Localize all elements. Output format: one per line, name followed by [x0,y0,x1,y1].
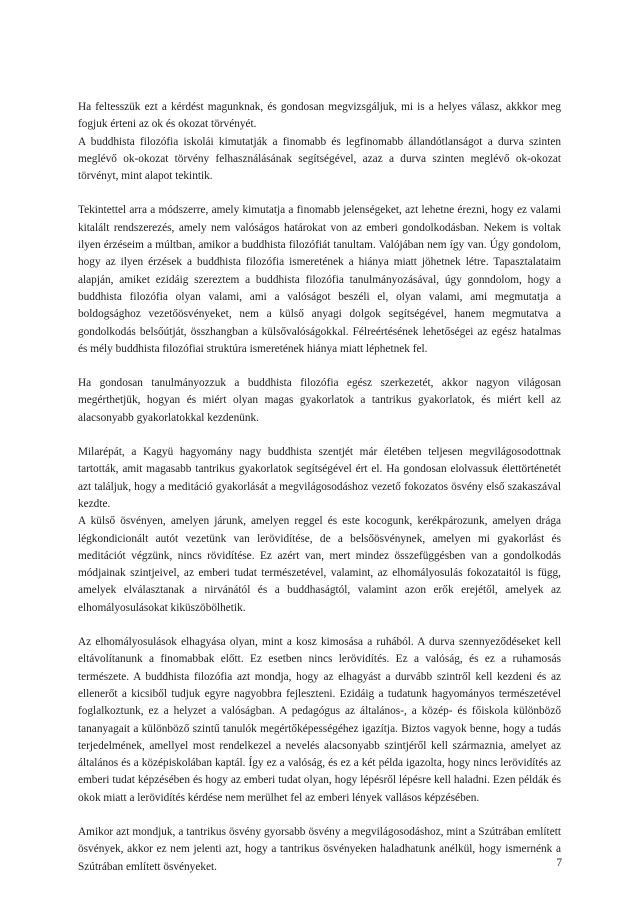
paragraph: Ha gondosan tanulmányozzuk a buddhista filozófia egész szerkezetét, akkor nagyon világosan megérthetjük, hogyan és miért olyan magas gyakorlatok a tantrikus gyakorlatok, és miért kell az alacsonyabb gyakorlatokkal kezdenünk. [78,377,561,424]
page-number: 7 [556,857,562,869]
paragraph: Ha feltesszük ezt a kérdést magunknak, és gondosan megvizsgáljuk, mi is a helyes válasz, akkkor meg fogjuk érteni az ok és okozat törvényét. [78,101,561,131]
paragraph: Milarépát, a Kagyü hagyomány nagy buddhista szentjét már életében teljesen megvilágosodottnak tartották, amit magasabb tantrikus gyakorlatok segítségével ért el. Ha gondosan elolvassuk élettörténetét azt találjuk, hogy a meditáció gyakorlását a megvilágosodáshoz vezető fokozatos ösvény első szakaszával kezdte. [78,446,561,510]
paragraph: A buddhista filozófia iskolái kimutatják a finomabb és legfinomabb állandótlanságot a durva szinten meglévő ok-okozat törvény felhasználásának segítségével, azaz a durva szinten meglévő ok-okozat törvényt, mint alapot tekintik. [78,135,561,183]
paragraph: Tekintettel arra a módszerre, amely kimutatja a finomabb jelenségeket, azt lehetne érezni, hogy ez valami kitalált rendszerezés, amely nem valóságos határokat von az emberi gondolkodásban. Nekem is voltak ilyen érzéseim a múltban, amikor a buddhista filozófiát tanultam. Valójában nem így van. Úgy gondolom, hogy az ilyen érzések a buddhista filozófia ismeretének a hiánya miatt jöhetnek létre. Tapasztalataim alapján, amiket ezidáig szereztem a buddhista filozófia tanulmányozásával, úgy gonndolom, hogy a buddhista filozófia olyan valami, ami a valóságot beszéli el, olyan valami, ami megmutatja a boldogsághoz vezetőösvényeket, nem a külső anyagi dolgok segítségével, hanem megmutatva a gondolkodás belsőútját, összhangban a külsővalóságokkal. Félreértésének lehetőségei az egész hatalmas és mély buddhista filozófiai struktúra ismeretének hiánya miatt léphetnek fel. [78,204,561,355]
paragraph: A külső ösvényen, amelyen járunk, amelyen reggel és este kocogunk, kerékpározunk, amelyen drága légkondicionált autót vezetünk van lerövidítése, de a belsőösvénynek, amelyen mi gyakorlást és meditációt végzünk, nincs rövidítése. Ez azért van, mert mindez összefüggésben van a gondolkodás módjainak szintjeivel, az emberi tudat természetével, valamint, az elhomályosulás fokozataitól is függ, amelyek elválasztanak a nirvánától és a buddhaságtól, valamint azon erők erejétől, amelyek az elhomályosulásokat kiküszöbölhetik. [78,515,561,614]
document-body [78,99,561,876]
paragraph: Amikor azt mondjuk, a tantrikus ösvény gyorsabb ösvény a megvilágosodáshoz, mint a Szútrában említett ösvények, akkor ez nem jelenti azt, hogy a tantrikus ösvényeken haladhatunk anélkül, hogy ismernénk a Szútrában említett ösvényeket. [78,825,561,873]
paragraph: Az elhomályosulások elhagyása olyan, mint a kosz kimosása a ruhából. A durva szennyeződéseket kell eltávolítanunk a finomabbak előtt. Ez esetben nincs lerövidítés. Ez a valóság, és ez a ruhamosás természete. A buddhista filozófia azt mondja, hogy az elhagyást a durvább szintről kell kezdeni és az ellenerőt a kicsiből tudjuk egyre nagyobbra fejleszteni. Ezidáig a tudatunk hagyományos természetével foglalkoztunk, ez a helyzet a valóságban. A pedagógus az általános-, a közép- és főiskola különböző tananyagait a különböző szintű tanulók megértőképességéhez igazítja. Biztos vagyok benne, hogy a tudás terjedelmének, amellyel most rendelkezel a nevelés alacsonyabb szintjéről kell származnia, amelyet az általános és a középiskolában kaptál. Így ez a valóság, és ez a két példa igazolta, hogy nincs lerövidítés az emberi tudat képzésében és hogy az emberi tudat olyan, hogy lépésről lépésre kell haladni. Ezen példák és okok miatt a lerövidítés kérdése nem merülhet fel az emberi lények vallásos képzésében. [78,636,561,804]
